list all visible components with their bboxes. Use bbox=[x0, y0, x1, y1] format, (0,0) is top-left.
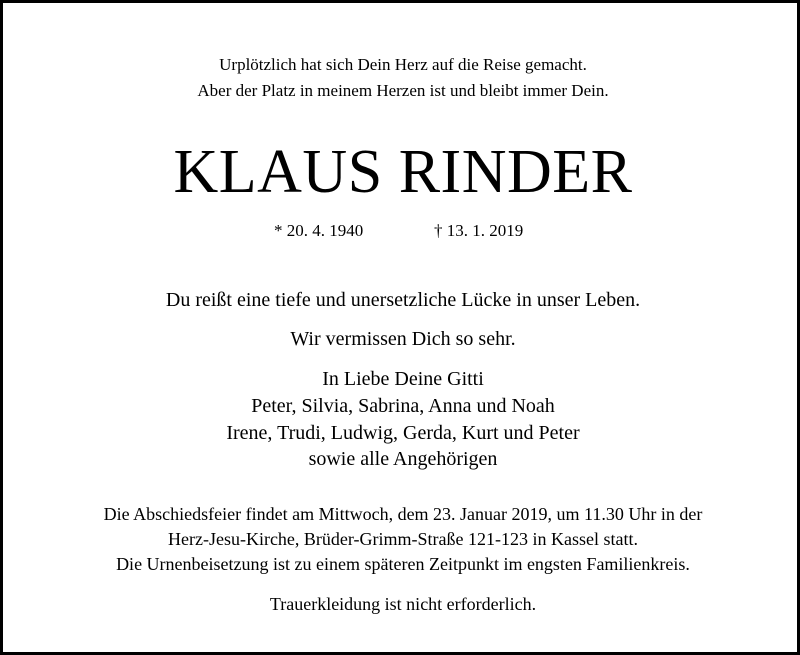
deceased-name: KLAUS RINDER bbox=[173, 138, 633, 206]
ceremony-line-1: Die Abschiedsfeier findet am Mittwoch, dem 23. Januar 2019, um 11.30 Uhr in der bbox=[103, 504, 703, 524]
motto-line-2: Aber der Platz in meinem Herzen ist und bleibt immer Dein. bbox=[197, 81, 609, 100]
dress-code-note: Trauerkleidung ist nicht erforderlich. bbox=[269, 594, 537, 614]
message-line-2: Wir vermissen Dich so sehr. bbox=[290, 328, 516, 350]
motto-line-1: Urplötzlich hat sich Dein Herz auf die Reise gemacht. bbox=[219, 55, 587, 74]
signature-line-3: Irene, Trudi, Ludwig, Gerda, Kurt und Peter bbox=[226, 422, 580, 444]
signature-line-2: Peter, Silvia, Sabrina, Anna und Noah bbox=[251, 395, 555, 417]
signature-line-4: sowie alle Angehörigen bbox=[308, 448, 498, 470]
ceremony-line-2: Herz-Jesu-Kirche, Brüder-Grimm-Straße 121-123 in Kassel statt. bbox=[167, 529, 638, 549]
birth-date: * 20. 4. 1940 bbox=[274, 221, 364, 240]
signature-line-1: In Liebe Deine Gitti bbox=[322, 368, 484, 390]
message-line-1: Du reißt eine tiefe und unersetzliche Lücke in unser Leben. bbox=[165, 289, 641, 311]
ceremony-line-3: Die Urnenbeisetzung ist zu einem späteren Zeitpunkt im engsten Familienkreis. bbox=[116, 554, 690, 574]
death-date: † 13. 1. 2019 bbox=[434, 221, 524, 240]
